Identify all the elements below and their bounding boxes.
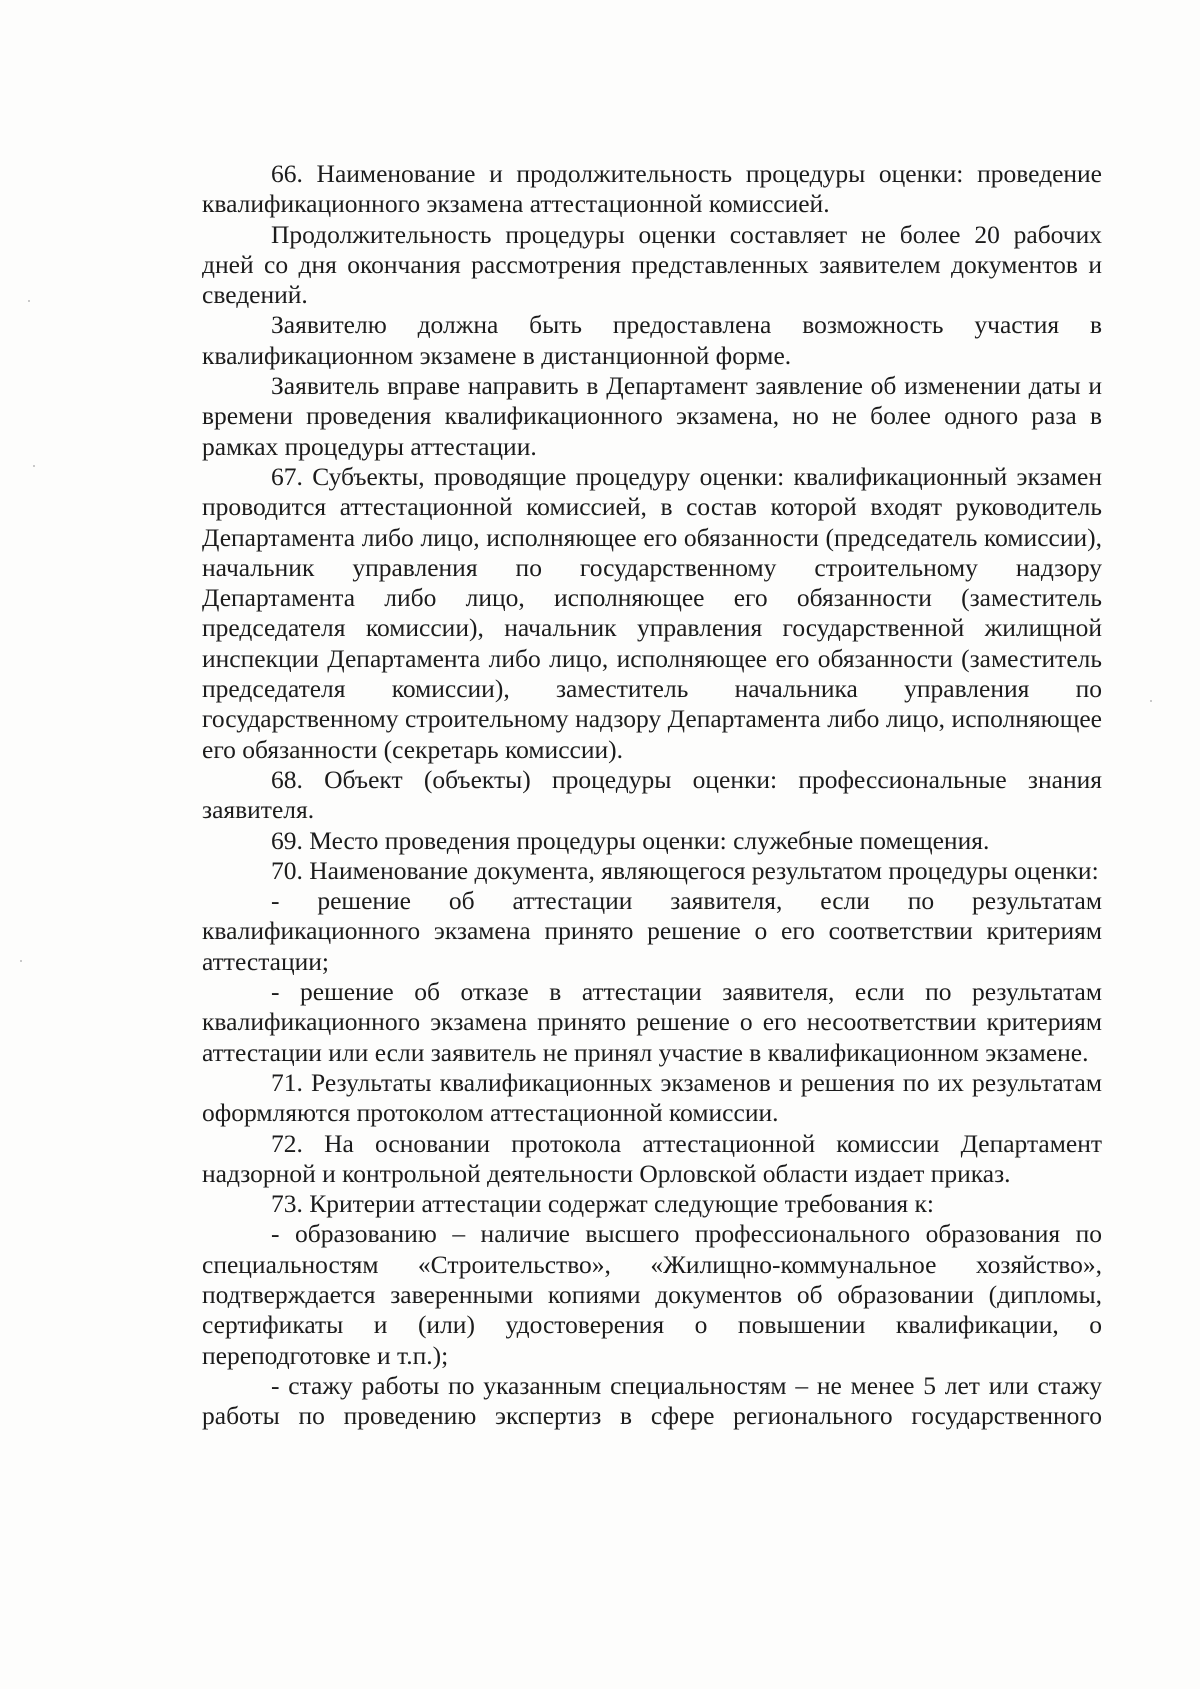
document-body (202, 159, 1102, 1431)
paragraph-73-experience: - стажу работы по указанным специальностям – не менее 5 лет или стажу работы по проведению экспертиз в сфере регионального государственного (202, 1370, 1102, 1431)
paragraph-73-education: - образованию – наличие высшего профессионального образования по специальностям «Строительство», «Жилищно-коммунальное хозяйство», подтверждается заверенными копиями документов об образовании (дипломы, сертификаты и (или) удостоверения о повышении квалификации, о переподготовке и т.п.); (202, 1219, 1102, 1370)
scan-speck (33, 465, 35, 467)
paragraph-66: 66. Наименование и продолжительность процедуры оценки: проведение квалификационного экзамена аттестационной комиссией. (202, 159, 1102, 219)
paragraph-67: 67. Субъекты, проводящие процедуру оценки: квалификационный экзамен проводится аттестационной комиссией, в состав которой входят руководитель Департамента либо лицо, исполняющее его обязанности (председатель комиссии), начальник управления по государственному строительному надзору Департамента либо лицо, исполняющее его обязанности (заместитель председателя комиссии), начальник управления государственной жилищной инспекции Департамента либо лицо, исполняющее его обязанности (заместитель председателя комиссии), заместитель начальника управления по государственному строительному надзору Департамента либо лицо, исполняющее его обязанности (секретарь комиссии). (202, 461, 1102, 764)
paragraph-66-duration: Продолжительность процедуры оценки составляет не более 20 рабочих дней со дня окончания рассмотрения представленных заявителем документов и сведений. (202, 219, 1102, 310)
scan-speck (1150, 700, 1152, 702)
paragraph-70-item-2: - решение об отказе в аттестации заявителя, если по результатам квалификационного экзамена принято решение о его несоответствии критериям аттестации или если заявитель не принял участие в квалификационном экзамене. (202, 977, 1102, 1067)
paragraph-68: 68. Объект (объекты) процедуры оценки: профессиональные знания заявителя. (202, 764, 1102, 825)
paragraph-66-remote: Заявителю должна быть предоставлена возможность участия в квалификационном экзамене в дистанционной форме. (202, 310, 1102, 370)
paragraph-71: 71. Результаты квалификационных экзаменов и решения по их результатам оформляются протоколом аттестационной комиссии. (202, 1067, 1102, 1128)
paragraph-70-item-1: - решение об аттестации заявителя, если по результатам квалификационного экзамена принято решение о его соответствии критериям аттестации; (202, 886, 1102, 976)
paragraph-70: 70. Наименование документа, являющегося результатом процедуры оценки: (271, 855, 1099, 885)
paragraph-73: 73. Критерии аттестации содержат следующие требования к: (271, 1189, 934, 1219)
paragraph-72: 72. На основании протокола аттестационной комиссии Департамент надзорной и контрольной деятельности Орловской области издает приказ. (202, 1128, 1102, 1188)
scan-speck (28, 300, 30, 302)
scan-speck (20, 960, 22, 962)
paragraph-69: 69. Место проведения процедуры оценки: служебные помещения. (271, 825, 990, 855)
paragraph-66-reschedule: Заявитель вправе направить в Департамент заявление об изменении даты и времени проведения квалификационного экзамена, но не более одного раза в рамках процедуры аттестации. (202, 371, 1102, 461)
